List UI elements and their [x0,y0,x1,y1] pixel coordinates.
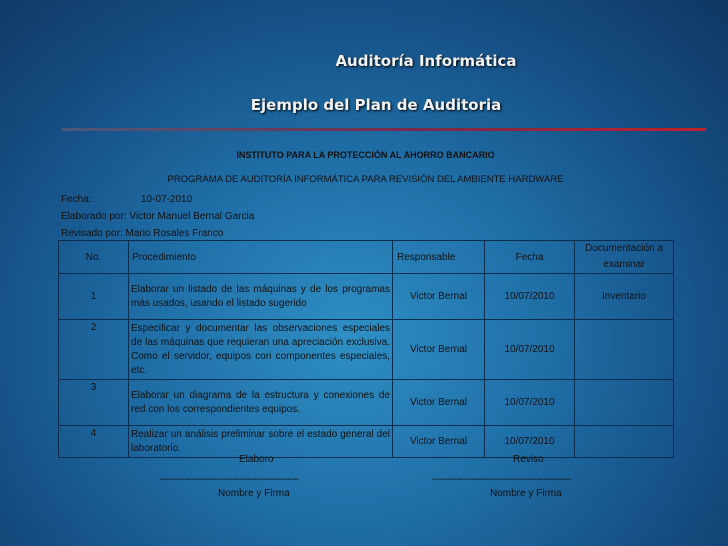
institution-heading: INSTITUTO PARA LA PROTECCIÓN AL AHORRO BANCARIO [236,150,495,160]
date-line [61,194,193,205]
row-responsible: Victor Bernal [393,274,485,320]
row-number: 2 [59,320,129,380]
row-responsible: Victor Bernal [393,320,485,380]
table-row [59,426,674,458]
column-header: Fecha [485,241,575,274]
row-date: 10/07/2010 [485,274,575,320]
row-number: 3 [59,380,129,426]
row-date: 10/07/2010 [485,380,575,426]
reviewed-signature-line: ------------------------------------------------- [432,474,571,485]
row-date: 10/07/2010 [485,320,575,380]
table-row [59,274,674,320]
title-divider [62,128,706,131]
row-documents [575,320,674,380]
date-label: Fecha: [61,194,92,205]
column-header: Responsable [393,241,485,274]
row-documents [575,380,674,426]
row-number: 1 [59,274,129,320]
prepared-signature-caption: Nombre y Firma [218,488,290,499]
slide-subtitle: Ejemplo del Plan de Auditoria [250,96,502,114]
date-value: 10-07-2010 [141,194,193,205]
table-header-row [59,241,674,274]
reviewed-by: Revisado por: Mario Rosales Franco [61,228,224,239]
row-procedure: Realizar un análisis preliminar sobre el estado general del laboratorio. [129,426,393,458]
row-documents: Inventario [575,274,674,320]
slide-title: Auditoría Informática [335,52,517,70]
row-responsible: Victor Bernal [393,426,485,458]
reviewed-signature-label: Reviso [513,454,544,465]
table-row [59,320,674,380]
row-procedure: Especificar y documentar las observaciones especiales de las máquinas que requieran una apreciación exclusiva. Como el servidor, equipos con componentes especiales, etc. [129,320,393,380]
row-number: 4 [59,426,129,458]
reviewed-signature-caption: Nombre y Firma [490,488,562,499]
row-responsible: Victor Bernal [393,380,485,426]
column-header: Documentación a examinar [575,241,674,274]
column-header: No. [59,241,129,274]
program-heading: PROGRAMA DE AUDITORÍA INFORMÁTICA PARA REVISIÓN DEL AMBIENTE HARDWARE [167,174,564,185]
row-documents [575,426,674,458]
prepared-by: Elaborado por: Victor Manuel Bernal Garcia [61,211,255,222]
prepared-signature-line: ------------------------------------------------- [160,474,299,485]
audit-plan-sheet [58,146,673,526]
row-date: 10/07/2010 [485,426,575,458]
table-row [59,380,674,426]
column-header: Procedimiento [129,241,393,274]
row-procedure: Elaborar un diagrama de la estructura y conexiones de red con los correspondientes equipos. [129,380,393,426]
procedures-table [58,240,674,458]
prepared-signature-label: Elaboro [239,454,274,465]
row-procedure: Elaborar un listado de las máquinas y de los programas más usados, usando el listado sugerido [129,274,393,320]
